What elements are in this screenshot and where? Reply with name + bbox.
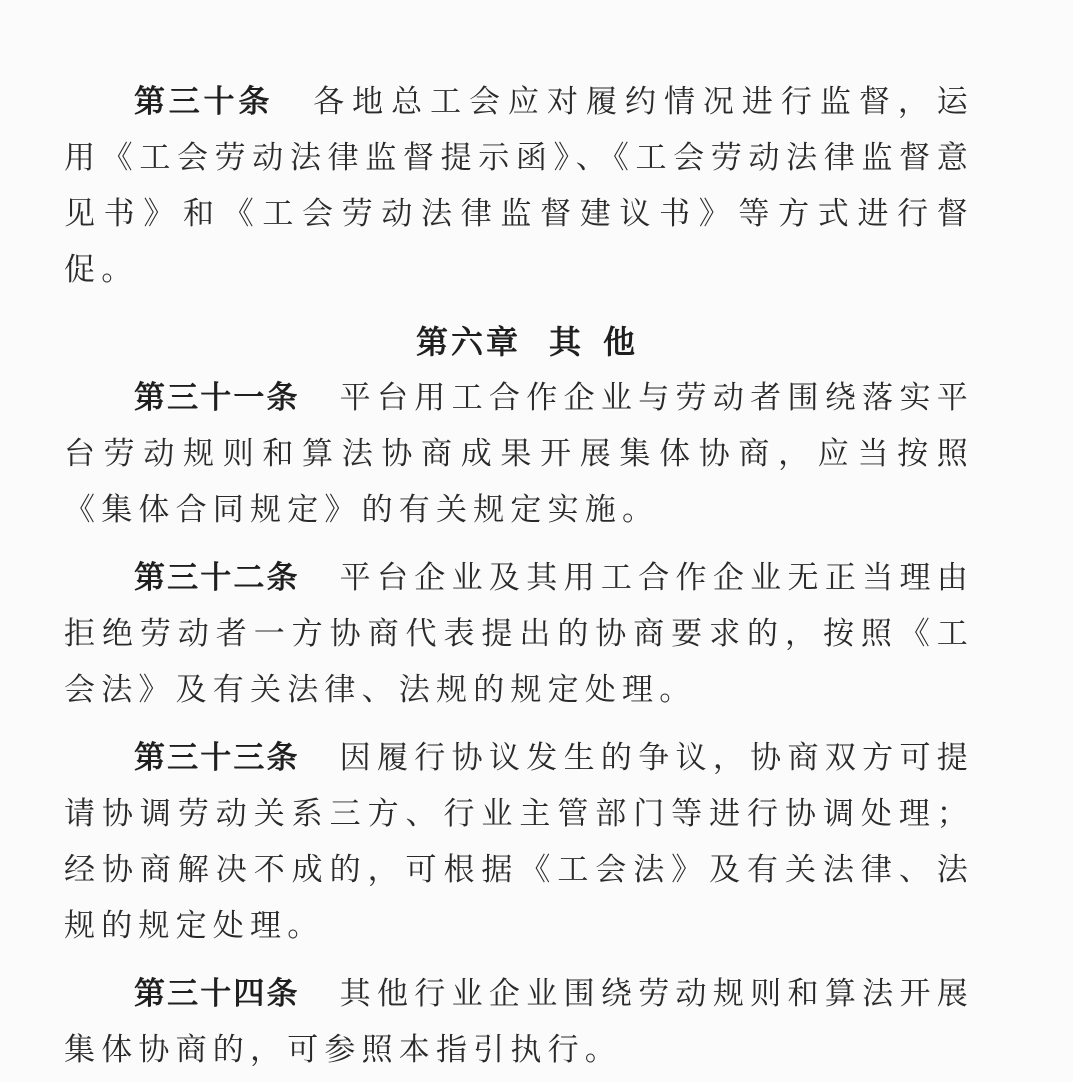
chapter-label: 第六章 — [415, 323, 521, 361]
article-30 — [64, 74, 974, 298]
article-31 — [64, 370, 974, 538]
article-number: 第三十四条 — [134, 976, 300, 1012]
article-number: 第三十一条 — [134, 380, 300, 416]
article-text: 因履行协议发生的争议，协商双方可提请协调劳动关系三方、行业主管部门等进行协调处理；经协商解决不成的，可根据《工会法》及有关法律、法规的规定处理。 — [64, 740, 974, 944]
chapter-title: 其他 — [549, 323, 658, 361]
article-number: 第三十二条 — [134, 560, 300, 596]
chapter-heading — [0, 314, 1073, 370]
article-34 — [64, 966, 974, 1078]
article-number: 第三十三条 — [134, 740, 300, 776]
article-text: 平台企业及其用工合作企业无正当理由拒绝劳动者一方协商代表提出的协商要求的，按照《工会法》及有关法律、法规的规定处理。 — [64, 560, 974, 708]
article-33 — [64, 730, 974, 954]
article-text: 其他行业企业围绕劳动规则和算法开展集体协商的，可参照本指引执行。 — [64, 976, 974, 1068]
article-number: 第三十条 — [134, 84, 274, 120]
article-text: 各地总工会应对履约情况进行监督，运用《工会劳动法律监督提示函》、《工会劳动法律监督意见书》和《工会劳动法律监督建议书》等方式进行督促。 — [64, 84, 974, 288]
article-text: 平台用工合作企业与劳动者围绕落实平台劳动规则和算法协商成果开展集体协商，应当按照《集体合同规定》的有关规定实施。 — [64, 380, 974, 528]
article-32 — [64, 550, 974, 718]
